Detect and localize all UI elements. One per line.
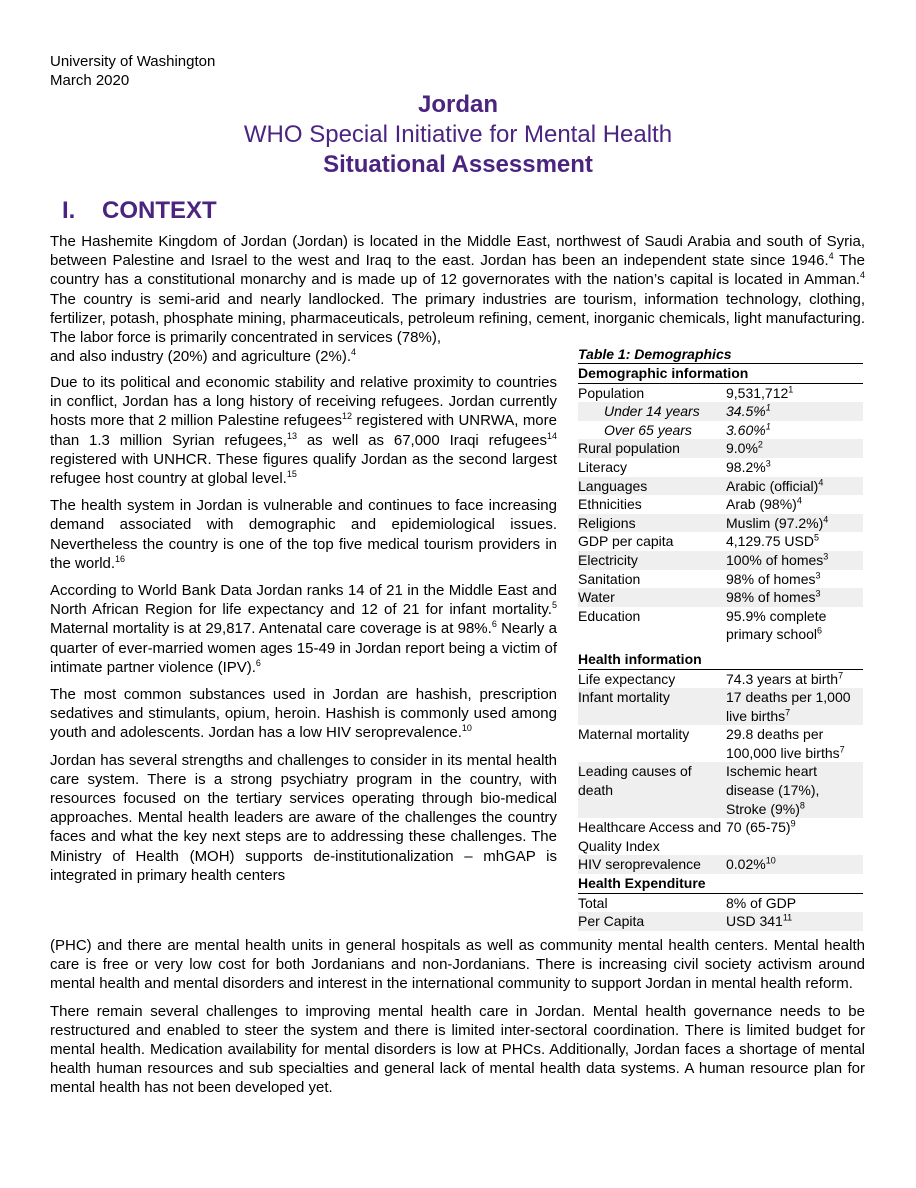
footnote-ref: 3 [823,551,829,562]
footnote-ref: 8 [799,800,805,810]
table-value-text: 100% of homes [726,551,824,568]
table-cell-value [726,421,863,440]
table-cell-label: Water [578,588,726,607]
table-cell-value [726,607,863,644]
table-row [578,458,863,477]
table-value-text: 74.3 years at birth [726,670,839,687]
p2-text-d: registered with UNHCR. These figures qualify Jordan as the second largest refugee host country at global level. [50,450,557,488]
table-cell-value [726,383,863,402]
intro-text-c: The country is semi-arid and nearly landlocked. The primary industries are tourism, information technology, clothing, fertilizer, potash, phosphate mining, pharmaceuticals, petroleum refining, cement, inorganic chemicals, light manufacturing. The labor force is primarily concentrated in services (78%), [50,290,865,347]
footnote-ref: 6 [491,619,497,630]
footnote-ref: 15 [286,469,297,480]
table-value-text: 70 (65-75) [726,819,791,836]
table-row [578,551,863,570]
table-value-text: 9,531,712 [726,384,789,401]
table-value-text: 29.8 deaths per 100,000 live births [726,726,840,761]
p3-text: The health system in Jordan is vulnerable and continues to face increasing demand associated with demographic and epidemiological issues. Nevertheless the country is one of the top five medical tourism providers in the world. [50,497,557,572]
table-cell-label: GDP per capita [578,533,674,550]
intro-text-a: The Hashemite Kingdom of Jordan (Jordan) is located in the Middle East, northwest of Saudi Arabia and south of Syria, between Palestine and Israel to the west and Iraq to the east. Jordan has been an independent state since 1946. [50,233,865,270]
table-cell-label: Religions [578,514,726,533]
table-cell-label: Infant mortality [578,688,726,725]
table-row [578,421,863,440]
footnote-ref: 1 [765,421,771,432]
table-heading-cell: Health information [578,650,863,669]
p2-text-c: as well as 67,000 Iraqi refugees [296,431,547,449]
table-cell-label: Languages [578,477,726,496]
table-row [578,912,863,931]
refugee-paragraph [50,373,557,488]
table-section-heading [578,364,863,384]
p2-text-a: Due to its political and economic stability and relative proximity to countries in conflict, Jordan has a long history of receiving refugees. Jordan currently hosts more that 2 million Palestine refugees [50,374,557,430]
table-cell-label: Population [578,384,645,401]
table-row [578,439,863,458]
footnote-ref: 10 [765,855,776,866]
table-cell-value [726,551,863,570]
table-cell-label: Life expectancy [578,670,676,687]
initiative-title: WHO Special Initiative for Mental Health [243,121,673,148]
table-row [578,532,863,551]
full-width-column [50,936,865,1106]
substances-paragraph [50,685,557,743]
table-value-text: USD 341 [726,913,783,930]
table-cell-value [726,725,863,762]
report-date: March 2020 [50,72,130,89]
table-row [578,402,863,421]
table-value-text: 0.02% [726,856,766,873]
footnote-ref: 1 [765,402,771,413]
footnote-ref: 2 [757,439,763,450]
p2-text-b: registered with UNRWA, more than 1.3 million Syrian refugees, [50,412,557,449]
world-bank-paragraph [50,581,557,677]
table-cell-label: HIV seroprevalence [578,855,726,874]
table-row [578,495,863,514]
assessment-title: Situational Assessment [323,151,593,178]
p4-text-b: Maternal mortality is at 29,817. Antenatal care coverage is at 98%. [50,620,492,638]
footnote-ref: 5 [813,532,819,543]
table-cell-value [726,588,863,607]
country-title: Jordan [417,91,498,118]
table-row [578,688,863,725]
footnote-ref: 11 [782,912,793,923]
table-cell-value [726,402,863,421]
table-value-text: 8% of GDP [726,894,797,911]
footnote-ref: 7 [838,669,844,680]
table-section-heading [578,874,863,893]
table-cell-value [726,893,863,912]
table-cell-value [726,477,863,496]
table-cell-value [726,688,863,725]
table-value-text: 17 deaths per 1,000 live births [726,689,851,724]
section-heading [62,196,217,226]
footnote-ref: 1 [788,383,794,394]
table-cell-label: Over 65 years [604,421,692,438]
table-cell-value [726,669,863,688]
table-cell-value [726,855,863,874]
footnote-ref: 6 [255,657,261,668]
health-system-paragraph [50,496,557,573]
table-value-text: 98.2% [726,458,766,475]
challenges-paragraph: There remain several challenges to improving mental health care in Jordan. Mental health governance needs to be restructured and enabled to steer the system and there is limited inter-sectoral coordination. There is limited budget for mental health. Medication availability for mental disorders is low at PHCs. Additionally, Jordan faces a shortage of mental health human resources and sub specialties and general lack of mental health data systems. A human resource plan for mental health has not been developed yet. [50,1002,865,1097]
table-row [578,607,863,644]
table-cell-value [726,439,863,458]
table-cell-label: Rural population [578,439,726,458]
p6-text-a: Jordan has several strengths and challenges to consider in its mental health care system. There is a strong psychiatry program in the country, with resources focused on the tertiary services operating through bio-medical approaches. Mental health leaders are aware of the challenges the country faces and what the key next steps are to addressing these challenges. The Ministry of Health (MOH) supports de-institutionalization – mhGAP is integrated in primary health centers [50,751,557,884]
table-heading-cell: Health Expenditure [578,874,863,893]
table-row [578,588,863,607]
table-row [578,762,863,818]
table-row [578,725,863,762]
footnote-ref: 4 [828,251,834,262]
strengths-paragraph [50,751,557,885]
table-cell-value [726,570,863,589]
footnote-ref: 5 [551,600,557,611]
table-row [578,514,863,533]
left-column [50,373,557,893]
table-cell-label: Maternal mortality [578,726,690,743]
table-cell-label: Leading causes of death [578,762,726,818]
footnote-ref: 4 [859,270,865,281]
footnote-ref: 4 [796,495,802,506]
table-cell-value [726,818,863,855]
table-cell-label: Under 14 years [578,402,726,421]
demographics-grid [578,363,863,931]
table-value-text: Arab (98%) [726,496,797,513]
table-value-text: 95.9% complete primary school [726,607,827,643]
table-cell-label: Per Capita [578,912,726,931]
table-row [578,818,863,855]
table-value-text: 34.5% [726,403,766,420]
p5-text: The most common substances used in Jordan are hashish, prescription sedatives and stimulants, opium, heroin. Hashish is commonly used among youth and adolescents. Jordan has a low HIV seroprevalence. [50,686,557,742]
footnote-ref: 3 [815,588,821,599]
footnote-ref: 12 [342,411,353,422]
table-value-text: Muslim (97.2%) [726,514,824,531]
intro-text-d: and also industry (20%) and agriculture (2%). [50,348,351,365]
footnote-ref: 4 [818,476,824,487]
footnote-ref: 3 [815,569,821,580]
footnote-ref: 3 [765,458,771,469]
footnote-ref: 4 [350,347,356,357]
footnote-ref: 6 [817,625,823,636]
footnote-ref: 9 [790,818,796,829]
footnote-ref: 7 [785,707,791,718]
table-value-text: Arabic (official) [726,477,819,494]
table-value-text: 4,129.75 USD [726,533,814,550]
table-value-text: 98% of homes [726,570,816,587]
footnote-ref: 14 [546,430,557,441]
table-cell-value [726,458,863,477]
table-value-text: Ischemic heart disease (17%), Stroke (9%) [726,763,820,817]
institution-name: University of Washington [50,53,216,70]
strengths-paragraph-continued: (PHC) and there are mental health units in general hospitals as well as community mental health centers. Mental health care is free or very low cost for both Jordanians and non-Jordanians. There is increasing civil society activism around mental health and mental disorders and interest in the international community to support Jordan in mental health reform. [50,937,865,993]
table-row [578,570,863,589]
table-cell-value [726,532,863,551]
footnote-ref: 10 [461,723,472,734]
table-cell-label: Sanitation [578,570,641,587]
table-cell-label: Total [578,894,608,911]
table-cell-label: Ethnicities [578,496,642,513]
table-cell-value [726,495,863,514]
intro-last-line [50,347,560,366]
table-value-text: 98% of homes [726,589,816,606]
table-row [578,477,863,496]
footnote-ref: 7 [839,744,845,755]
footnote-ref: 4 [823,514,829,525]
demographics-table [578,345,863,931]
table-cell-label: Education [578,607,641,624]
table-row [578,855,863,874]
table-cell-value [726,514,863,533]
header-meta [50,52,215,90]
p4-text-c: Nearly a quarter of ever-married women ages 15-49 in Jordan report being a victim of intimate partner violence (IPV). [50,620,557,676]
footnote-ref: 16 [115,553,126,564]
section-number: I. [62,197,76,224]
table-cell-value [726,912,863,931]
table-heading-cell: Demographic information [578,364,863,384]
table-section-heading [578,650,863,669]
table-row [578,893,863,912]
intro-paragraph [50,232,865,347]
table-cell-label: Literacy [578,458,628,475]
table-row [578,669,863,688]
title-block [0,90,916,180]
table-value-text: 9.0% [726,440,758,457]
table-cell-value [726,762,863,818]
table-caption: Table 1: Demographics [578,346,732,362]
footnote-ref: 13 [286,430,297,441]
table-value-text: 3.60% [726,421,766,438]
p4-text-a: According to World Bank Data Jordan ranks 14 of 21 in the Middle East and North African Region for life expectancy and 12 of 21 for infant mortality. [50,582,557,619]
table-cell-label: Healthcare Access and Quality Index [578,819,722,854]
table-row [578,383,863,402]
section-title: CONTEXT [102,197,217,224]
table-cell-label: Electricity [578,551,726,570]
intro-text-b: The country has a constitutional monarchy and is made up of 12 governorates with the nation’s capital is located in Amman. [50,252,865,289]
